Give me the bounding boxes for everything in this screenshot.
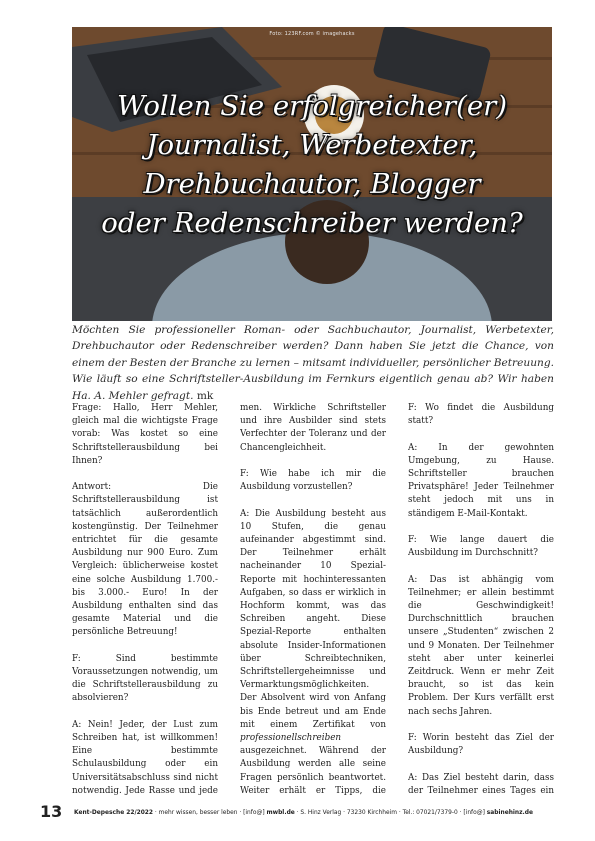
paragraph: A: Das Ziel besteht darin, dass der Teilnehmer eines Tages ein (408, 772, 554, 796)
article-body (72, 402, 554, 798)
paragraph: F: Sind bestimmte Voraussetzungen notwendig, um die Schriftstellerausbildung zu absolvieren? (72, 653, 218, 704)
lead-text: Möchten Sie professioneller Roman- oder Sachbuchautor, Journalist, Werbetexter, Drehbuchautor oder Redenschreiber werden? Dann haben Sie jetzt die Chance, von einem der Besten der Branche zu lernen – mitsamt individueller, persönlicher Betreuung. Wie läuft so eine Schriftsteller-Ausbildung im Fernkurs eigentlich genau ab? Wir haben Ha. A. Mehler gefragt. (72, 324, 554, 402)
footer-tagline: · mehr wissen, besser leben · [info@] (153, 810, 267, 816)
website-link[interactable]: mwbl.de (266, 810, 295, 816)
headline-line: oder Redenschreiber werden? (101, 207, 523, 239)
footer-publisher: · S. Hinz Verlag · 73230 Kirchheim · Tel.: 07021/7379-0 · [info@] (294, 810, 487, 816)
paragraph-text: A: Die Ausbildung besteht aus 10 Stufen, die genau aufeinander abgestimmt sind. Der Teilnehmer erhält nacheinander 10 Spezial-Reporte mit hochinteressanten Aufgaben, so dass er wirklich in Hochform kommt, was das Schreiben angeht. Diese Spezial-Reporte enthalten absolute Insider-Informationen über Schreibtechniken, Schriftstellergeheimnisse und Vermarktungsmöglichkeiten. Der Absolvent wird von Anfang bis Ende betreut und am Ende mit einem Zertifikat von (240, 508, 386, 730)
paragraph: F: Worin besteht das Ziel der Ausbildung? (408, 733, 554, 757)
paragraph (240, 508, 386, 798)
hero-image (72, 27, 552, 321)
headline-line: Wollen Sie erfolgreicher(er) (116, 90, 508, 122)
headline-line: Journalist, Werbetexter, (146, 129, 478, 161)
author-signature: mk (196, 389, 214, 402)
paragraph: A: Das ist abhängig vom Teilnehmer; er allein bestimmt die Geschwindigkeit! Durchschnittlich brauchen unsere „Studenten“ zwischen 2 und 9 Monaten. Der Teilnehmer steht aber unter keinerlei Zeitdruck. Wenn er mehr Zeit braucht, so ist das kein Problem. Der Kurs verfällt erst nach sechs Jahren. (408, 574, 554, 717)
paragraph: F: Wo findet die Ausbildung statt? (408, 403, 554, 427)
paragraph: men. Wirkliche Schriftsteller und ihre Ausbilder sind stets Verfechter der Toleranz und der Chancengleichheit. (240, 403, 386, 453)
photo-credit: Foto: 123RF.com © imagehacks (269, 31, 355, 37)
column-2 (240, 402, 386, 798)
headline (72, 87, 552, 243)
paragraph: Antwort: Die Schriftstellerausbildung ist tatsächlich außerordentlich kostengünstig. Der Teilnehmer entrichtet für die gesamte Ausbildung nur 900 Euro. Zum Vergleich: üblicherweise kostet eine solche Ausbildung 1.700.- bis 3.000.- Euro! In der Ausbildung enthalten sind das gesamte Material und die persönliche Betreuung! (72, 482, 218, 638)
paragraph: Frage: Hallo, Herr Mehler, gleich mal die wichtigste Frage vorab: Was kostet so eine Schriftstellerausbildung bei Ihnen? (72, 403, 218, 466)
footer-line (74, 810, 533, 816)
page-footer (40, 803, 560, 823)
publication-name: Kent-Depesche 22/2022 (74, 810, 153, 816)
column-3 (408, 402, 554, 798)
paragraph: A: In der gewohnten Umgebung, zu Hause. Schriftsteller brauchen Privatsphäre! Jeder Teilnehmer steht jedoch mit uns in ständigem E-Mail-Kontakt. (408, 442, 554, 519)
paragraph: F: Wie habe ich mir die Ausbildung vorzustellen? (240, 469, 386, 493)
column-1 (72, 402, 218, 798)
paragraph: F: Wie lange dauert die Ausbildung im Durchschnitt? (408, 535, 554, 559)
lead-paragraph (72, 322, 554, 404)
website-link[interactable]: sabinehinz.de (486, 810, 533, 816)
paragraph: A: Nein! Jeder, der Lust zum Schreiben hat, ist willkommen! Eine bestimmte Schulausbildung oder ein Universitätsabschluss sind nicht notwendig. Jede Rasse und jede (72, 719, 218, 796)
paragraph-text: ausgezeichnet. Während der Ausbildung werden alle seine Fragen persönlich beantwortet. Weiter erhält er Tipps, die (240, 746, 386, 796)
page-number: 13 (40, 802, 63, 821)
italic-term: professionellschreiben (240, 733, 342, 744)
headline-line: Drehbuchautor, Blogger (143, 168, 481, 200)
